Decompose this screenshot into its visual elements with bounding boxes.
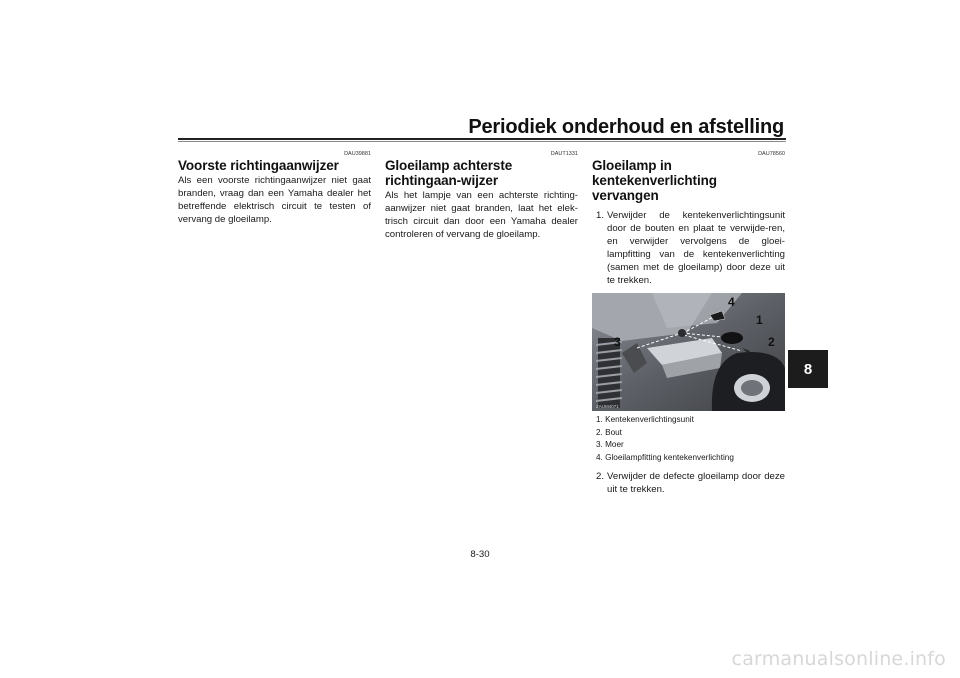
- figure-legend: [592, 414, 785, 464]
- section-heading: Gloeilamp in kentekenverlichting vervangen: [592, 158, 717, 203]
- section-body: Als het lampje van een achterste richting-aanwijzer niet gaat branden, laat het elek-trisch circuit dan door een Yamaha dealer controleren of vervang de gloeilamp.: [385, 190, 578, 240]
- legend-item: 3. Moer: [596, 440, 624, 449]
- section-code: DAUT1331: [550, 151, 578, 157]
- step-text: Verwijder de kentekenverlichtingsunit door de bouten en plaat te verwijde-ren, en verwijder vervolgens de gloei-lampfitting van de kentekenverlichting (samen met de gloeilamp) door deze uit te trekken.: [607, 210, 785, 286]
- step-item: [592, 470, 785, 496]
- section-body: Als een voorste richtingaanwijzer niet gaat branden, vraag dan een Yamaha dealer het betreffende elektrisch circuit te testen of vervang de gloeilamp.: [178, 175, 371, 225]
- step-number: 2.: [596, 471, 605, 482]
- steps-list-1: [592, 209, 785, 287]
- figure-callout-1: 1: [756, 313, 763, 327]
- section-code: DAU39881: [344, 151, 371, 157]
- page-number: 8-30: [470, 549, 490, 560]
- step-number: 1.: [596, 210, 605, 221]
- figure-code: ZAUM4071: [596, 404, 619, 409]
- header-rule-thin: [178, 141, 786, 142]
- section-heading: Gloeilamp achterste richtingaan-wijzer: [385, 158, 513, 188]
- section-code: DAU78560: [758, 151, 785, 157]
- license-light-illustration: [592, 293, 785, 411]
- figure-callout-3: 3: [614, 335, 621, 349]
- section-license-light-bulb: [592, 150, 785, 502]
- section-front-indicator: [178, 150, 371, 226]
- steps-list-2: [592, 470, 785, 496]
- figure-callout-4: 4: [728, 295, 735, 309]
- page-header-title: Periodiek onderhoud en afstelling: [468, 116, 784, 138]
- legend-item: 1. Kentekenverlichtingsunit: [596, 415, 694, 424]
- watermark[interactable]: carmanualsonline.info: [731, 648, 946, 670]
- section-heading: Voorste richtingaanwijzer: [178, 158, 339, 173]
- legend-item: 4. Gloeilampfitting kentekenverlichting: [596, 452, 734, 462]
- license-light-figure: [592, 293, 785, 411]
- chapter-tab[interactable]: 8: [788, 350, 828, 388]
- section-rear-indicator-bulb: [385, 150, 578, 241]
- header-rule: [178, 138, 786, 140]
- figure-callout-2: 2: [768, 335, 775, 349]
- step-text: Verwijder de defecte gloeilamp door deze uit te trekken.: [607, 471, 785, 495]
- step-item: [592, 209, 785, 287]
- legend-item: 2. Bout: [596, 427, 622, 437]
